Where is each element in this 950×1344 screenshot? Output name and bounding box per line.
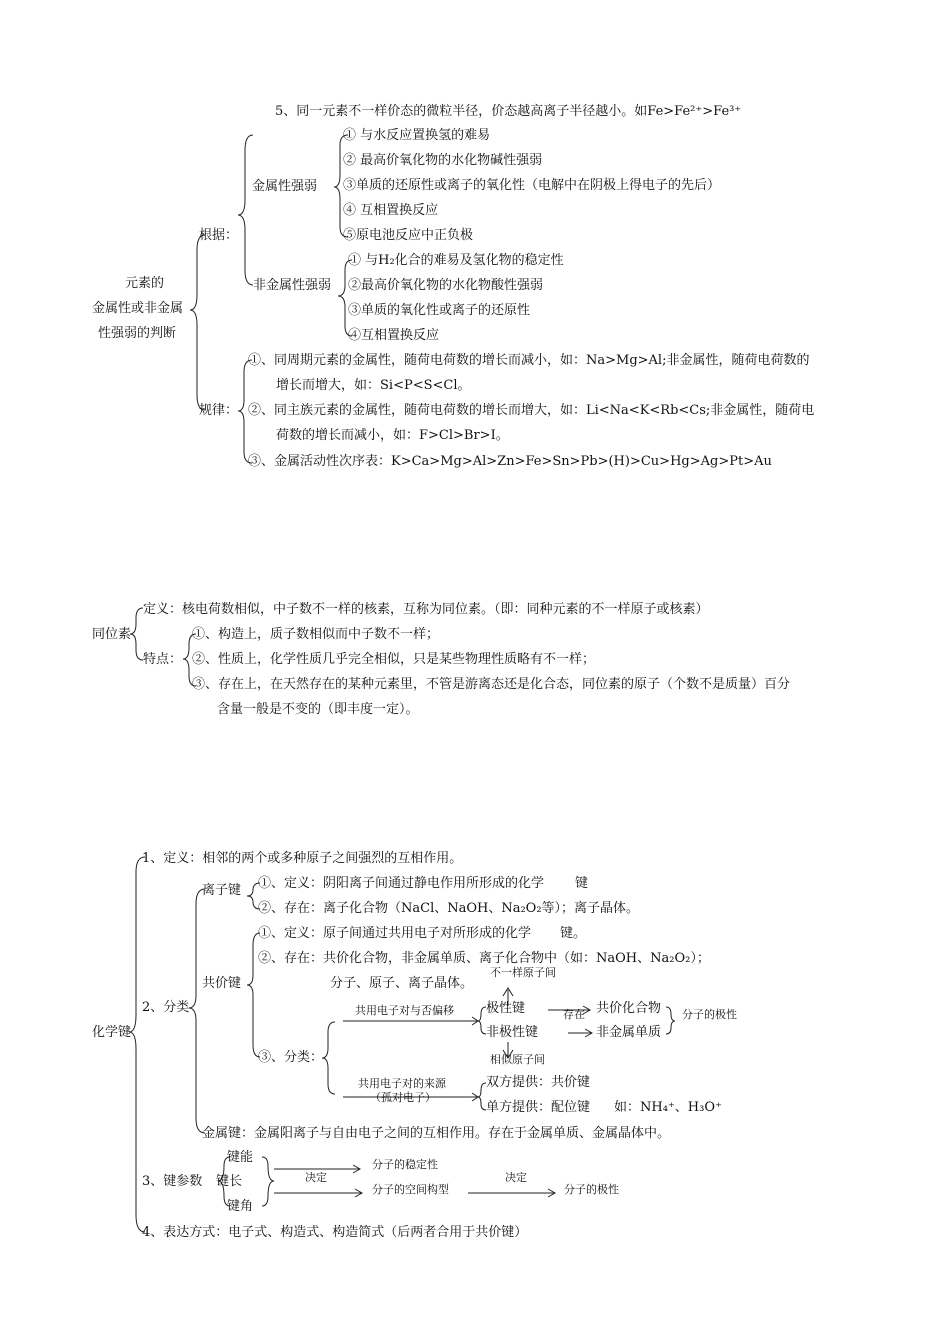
basis-label: 根据： [199,228,239,243]
covalent-exist: ②、存在：共价化合物，非金属单质、离子化合物中（如：NaOH、Na₂O₂）； [258,951,710,966]
metal-item: ① 与水反应置换氢的难易 [343,128,491,143]
metal-item: ④ 互相置换反应 [343,203,439,218]
bias-label: 共用电子对与否偏移 [355,1004,454,1017]
metal-label: 金属性强弱 [252,179,318,194]
s1-title-3: 性强弱的判断 [98,326,177,341]
isotope-title: 同位素 [92,627,132,642]
feature-1: ①、构造上，质子数相似而中子数不一样； [192,627,440,642]
metal-item: ③单质的还原性或离子的氧化性（电解中在阴极上得电子的先后） [343,178,721,193]
covalent-def-tail: 键。 [560,926,587,941]
feature-3b: 含量一般是不变的（即丰度一定）。 [217,702,419,717]
nonmetal-element: 非金属单质 [596,1025,662,1040]
ionic-def: ①、定义：阴阳离子间通过静电作用所形成的化学 [258,876,545,891]
nonmetal-label: 非金属性强弱 [253,278,332,293]
decide-label-2: 决定 [505,1171,527,1184]
covalent-compound: 共价化合物 [596,1001,662,1016]
decide-label: 决定 [305,1171,327,1184]
bond-angle: 键角 [227,1199,254,1214]
nonpolar-bond: 非极性键 [486,1025,539,1040]
ionic-def-tail: 键 [575,876,589,891]
feature-3a: ③、存在上，在天然存在的某种元素里，不管是游离态还是化合态，同位素的原子（个数不是质量）百分 [192,677,791,692]
rule-3: ③、金属活动性次序表：K>Ca>Mg>Al>Zn>Fe>Sn>Pb>(H)>Cu>Hg>Ag>Pt>Au [248,454,772,469]
feature-label: 特点： [143,652,183,667]
coordinate-example: 如：NH₄⁺、H₃O⁺ [614,1100,722,1115]
lone-pair-label: （孤对电子） [370,1091,436,1104]
covalent-def: ①、定义：原子间通过共用电子对所形成的化学 [258,926,532,941]
expression: 4、表达方式：电子式、构造式、构造简式（后两者合用于共价键） [142,1225,528,1240]
bond-length: 键长 [216,1174,243,1189]
geometry-label: 分子的空间构型 [372,1183,449,1196]
bond-def: 1、定义：相邻的两个或多种原子之间强烈的互相作用。 [142,851,463,866]
feature-2: ②、性质上，化学性质几乎完全相似，只是某些物理性质略有不一样； [192,652,596,667]
ionic-label: 离子键 [202,883,242,898]
bond-title: 化学键 [92,1025,132,1040]
stability-label: 分子的稳定性 [372,1158,438,1171]
bond-energy: 键能 [227,1150,254,1165]
ionic-exist: ②、存在：离子化合物（NaCl、NaOH、Na₂O₂等）；离子晶体。 [258,901,640,916]
molecular-polarity: 分子的极性 [682,1008,737,1021]
covalent-classify: ③、分类： [258,1050,324,1065]
source-label: 共用电子对的来源 [358,1077,446,1090]
line-5: 5、同一元素不一样价态的微粒半径，价态越高离子半径越小。如Fe>Fe²⁺>Fe³⁺ [275,104,742,119]
metallic-bond: 金属键：金属阳离子与自由电子之间的互相作用。存在于金属单质、金属晶体中。 [202,1126,671,1141]
rule-label: 规律： [199,403,239,418]
nonmetal-item: ④互相置换反应 [348,328,440,343]
bond-params: 3、键参数 [142,1174,203,1189]
single-provide: 单方提供：配位键 [486,1100,591,1115]
metal-item: ⑤原电池反应中正负极 [343,228,474,243]
covalent-label: 共价键 [202,976,242,991]
nonmetal-item: ① 与H₂化合的难易及氢化物的稳定性 [348,253,564,268]
rule-1b: 增长而增大，如：Si<P<S<Cl。 [276,378,471,393]
rule-2b: 荷数的增长而减小，如：F>Cl>Br>I。 [276,428,509,443]
s1-title-1: 元素的 [125,276,165,291]
both-provide: 双方提供：共价键 [486,1075,591,1090]
different-atoms: 不一样原子间 [490,966,556,979]
same-atoms: 相似原子间 [490,1053,545,1066]
rule-2a: ②、同主族元素的金属性，随荷电荷数的增长而增大，如：Li<Na<K<Rb<Cs;非金属性，随荷电 [248,403,815,418]
rule-1a: ①、同周期元素的金属性，随荷电荷数的增长而减小，如：Na>Mg>Al;非金属性，随荷电荷数的 [248,353,810,368]
metal-item: ② 最高价氧化物的水化物碱性强弱 [343,153,543,168]
nonmetal-item: ②最高价氧化物的水化物酸性强弱 [348,278,544,293]
covalent-exist-2: 分子、原子、离子晶体。 [330,976,474,991]
polar-bond: 极性键 [486,1001,526,1016]
s1-title-2: 金属性或非金属 [92,301,184,316]
bond-classify: 2、分类 [142,1000,190,1015]
nonmetal-item: ③单质的氧化性或离子的还原性 [348,303,531,318]
isotope-def: 定义：核电荷数相似，中子数不一样的核素，互称为同位素。（即：同种元素的不一样原子或核素） [143,602,709,617]
exist-label: 存在 [563,1008,585,1021]
molecular-polarity-2: 分子的极性 [564,1183,619,1196]
